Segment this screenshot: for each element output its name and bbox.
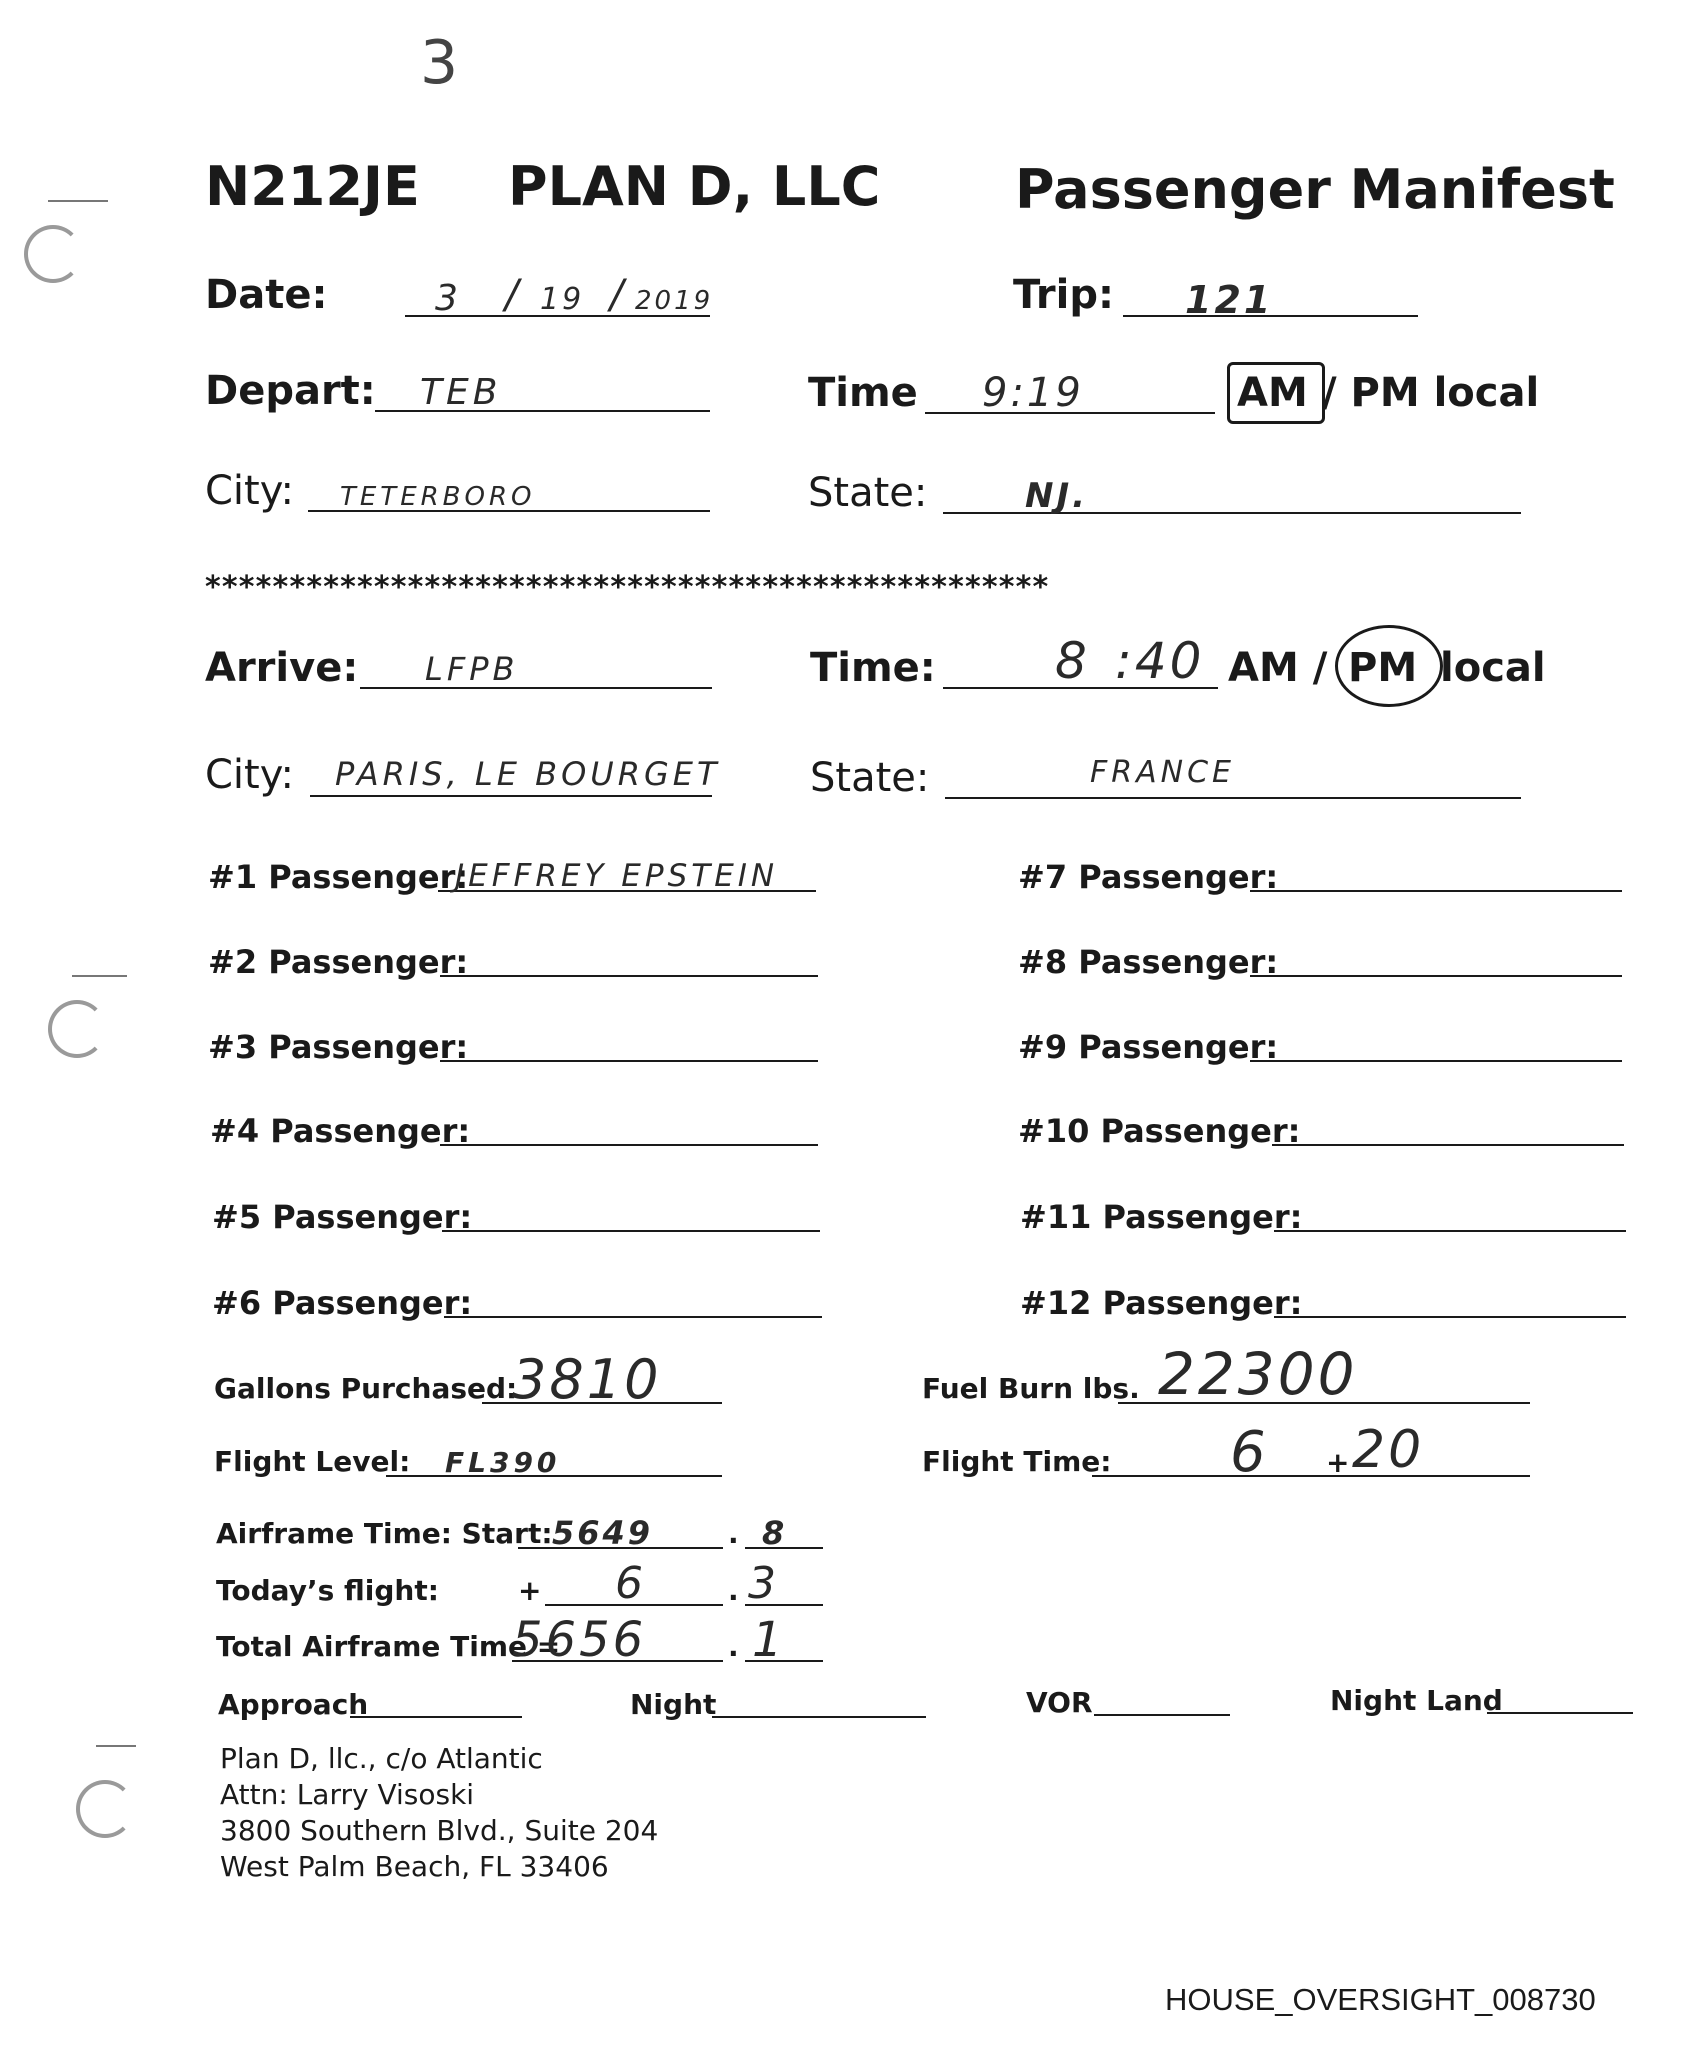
night-label: Night	[630, 1688, 717, 1721]
flight-level: FL390	[445, 1446, 561, 1479]
approach-line	[350, 1716, 522, 1718]
depart-time-label: Time	[808, 370, 918, 416]
page-mark: 3	[420, 28, 459, 98]
address-line-1: Plan D, llc., c/o Atlantic	[220, 1742, 543, 1775]
night-land-label: Night Land	[1330, 1684, 1503, 1717]
approach-label: Approach	[218, 1688, 369, 1721]
depart-city: TETERBORO	[340, 482, 536, 512]
passenger-4-line	[440, 1144, 818, 1146]
total-airframe-tenth: 1	[752, 1612, 786, 1668]
passenger-2-line	[440, 975, 818, 977]
airframe-start-tenth: 8	[762, 1514, 788, 1552]
flight-level-label: Flight Level:	[214, 1445, 411, 1478]
arrive-city-line	[310, 795, 712, 797]
depart-time: 9:19	[982, 370, 1084, 416]
flight-time-plus: +	[1326, 1446, 1350, 1479]
depart-state: NJ.	[1025, 476, 1089, 516]
date-year: 2019	[635, 286, 714, 316]
date-month: 3	[435, 278, 461, 319]
fuel-burn: 22300	[1158, 1340, 1358, 1408]
flight-time-label: Flight Time:	[922, 1445, 1112, 1478]
address-line-3: 3800 Southern Blvd., Suite 204	[220, 1814, 659, 1847]
passenger-3-label: #3 Passenger:	[208, 1028, 469, 1066]
company-name: PLAN D, LLC	[508, 155, 881, 218]
arrive-time-label: Time:	[810, 645, 936, 691]
arrive-city: PARIS, LE BOURGET	[335, 755, 721, 793]
tail-number: N212JE	[205, 155, 420, 218]
form-title: Passenger Manifest	[1015, 158, 1615, 221]
flight-time-hours: 6	[1230, 1420, 1269, 1485]
todays-flight-dot: .	[728, 1574, 739, 1607]
passenger-9-line	[1250, 1060, 1622, 1062]
todays-flight-label: Today’s flight:	[216, 1574, 439, 1607]
todays-flight-whole: 6	[615, 1558, 646, 1609]
total-airframe-label: Total Airframe Time =	[216, 1630, 561, 1663]
vor-line	[1094, 1714, 1230, 1716]
airframe-start-label: Airframe Time: Start:	[216, 1517, 553, 1550]
passenger-6-line	[444, 1316, 822, 1318]
passenger-12-line	[1274, 1316, 1626, 1318]
night-line	[712, 1716, 926, 1718]
passenger-10-line	[1272, 1144, 1624, 1146]
passenger-7-line	[1250, 890, 1622, 892]
todays-flight-tenth: 3	[748, 1558, 779, 1609]
arrive-label: Arrive:	[205, 645, 359, 691]
date-sep-1: /	[505, 272, 522, 318]
arrive-state-line	[945, 797, 1521, 799]
total-airframe-dot: .	[728, 1630, 739, 1663]
passenger-11-line	[1274, 1230, 1626, 1232]
arrive-airport: LFPB	[425, 650, 519, 688]
gallons-label: Gallons Purchased:	[214, 1372, 518, 1405]
passenger-2-label: #2 Passenger:	[208, 943, 469, 981]
address-line-4: West Palm Beach, FL 33406	[220, 1850, 609, 1883]
passenger-5-line	[442, 1230, 820, 1232]
passenger-1-name: JEFFREY EPSTEIN	[455, 858, 779, 894]
depart-airport: TEB	[420, 372, 502, 413]
arrive-time-hour: 8	[1055, 632, 1090, 690]
todays-flight-plus: +	[518, 1574, 542, 1607]
gallons-purchased: 3810	[512, 1348, 662, 1411]
separator: **************************************************	[205, 570, 1050, 605]
airframe-start-dot: .	[728, 1517, 739, 1550]
passenger-1-label: #1 Passenger:	[208, 858, 469, 896]
arrive-pm: PM	[1348, 645, 1418, 691]
arrive-state-label: State:	[810, 755, 930, 801]
depart-am: AM	[1237, 370, 1308, 416]
arrive-line	[360, 687, 712, 689]
passenger-10-label: #10 Passenger:	[1018, 1112, 1301, 1150]
trip-number: 121	[1185, 278, 1274, 322]
depart-label: Depart:	[205, 368, 376, 414]
trip-label: Trip:	[1013, 272, 1114, 318]
total-airframe-whole: 5656	[512, 1612, 647, 1668]
arrive-time-min: :40	[1115, 632, 1205, 690]
date-sep-2: /	[610, 272, 627, 318]
passenger-7-label: #7 Passenger:	[1018, 858, 1279, 896]
passenger-8-line	[1250, 975, 1622, 977]
depart-state-label: State:	[808, 470, 928, 516]
vor-label: VOR	[1026, 1686, 1093, 1719]
passenger-12-label: #12 Passenger:	[1020, 1284, 1303, 1322]
depart-pm-local: / PM local	[1322, 370, 1540, 416]
passenger-4-label: #4 Passenger:	[210, 1112, 471, 1150]
passenger-3-line	[440, 1060, 818, 1062]
depart-city-label: City:	[205, 468, 294, 514]
arrive-city-label: City:	[205, 752, 294, 798]
night-land-line	[1487, 1712, 1633, 1714]
passenger-11-label: #11 Passenger:	[1020, 1198, 1303, 1236]
arrive-am: AM /	[1228, 645, 1328, 691]
date-label: Date:	[205, 272, 328, 318]
date-day: 19	[540, 282, 585, 317]
flight-time-minutes: 20	[1352, 1420, 1425, 1480]
airframe-start-whole: 5649	[552, 1514, 654, 1552]
fuel-burn-label: Fuel Burn lbs.	[922, 1372, 1140, 1405]
passenger-5-label: #5 Passenger:	[212, 1198, 473, 1236]
arrive-state: FRANCE	[1090, 755, 1235, 790]
flight-time-line	[1092, 1475, 1530, 1477]
passenger-8-label: #8 Passenger:	[1018, 943, 1279, 981]
address-line-2: Attn: Larry Visoski	[220, 1778, 475, 1811]
bates-number: HOUSE_OVERSIGHT_008730	[1165, 1982, 1596, 2017]
passenger-9-label: #9 Passenger:	[1018, 1028, 1279, 1066]
passenger-6-label: #6 Passenger:	[212, 1284, 473, 1322]
arrive-local: local	[1440, 645, 1546, 691]
